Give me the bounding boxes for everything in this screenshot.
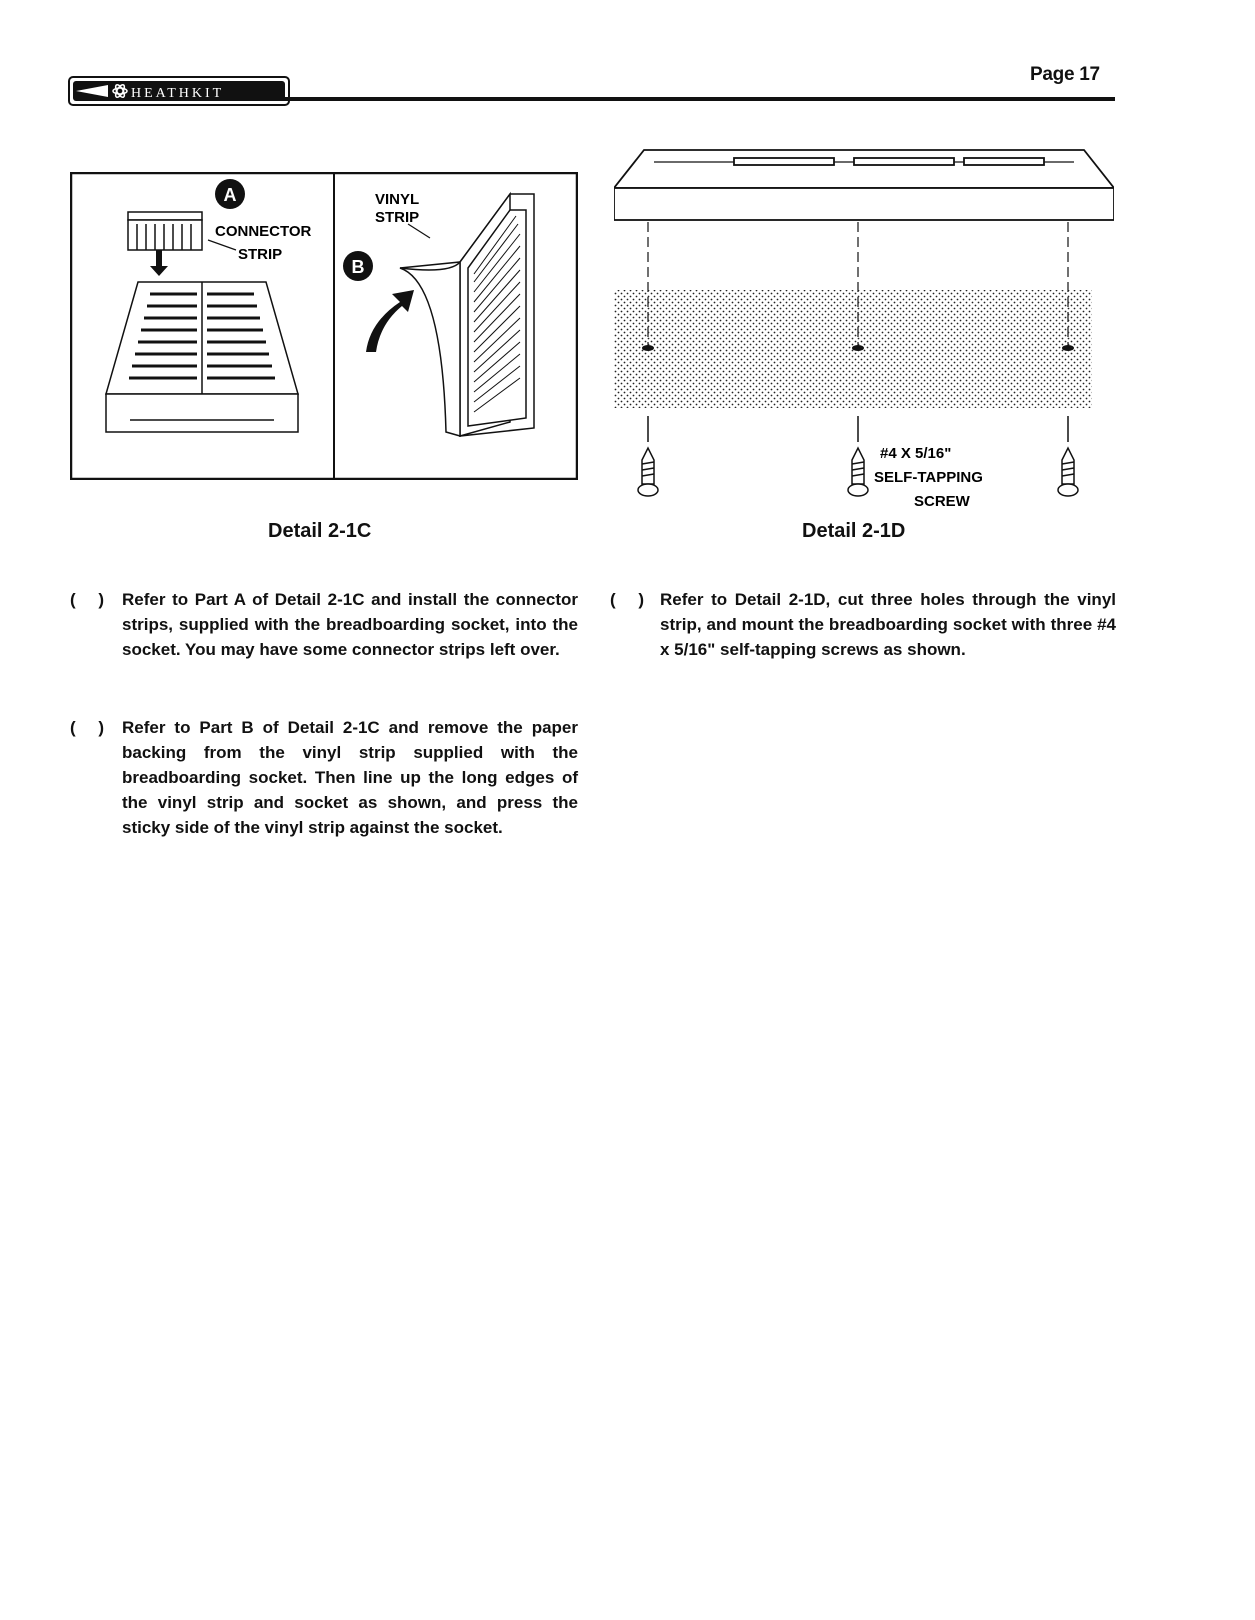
breadboard-socket xyxy=(106,282,298,432)
screw-label-2: SELF-TAPPING xyxy=(874,469,983,486)
detail-2-1d-figure xyxy=(614,148,1114,520)
detail-2-1d-caption: Detail 2-1D xyxy=(802,520,906,542)
connector-strip xyxy=(128,212,202,250)
screw-drop-lines xyxy=(648,416,1068,442)
step-text: Refer to Part B of Detail 2-1C and remove the paper backing from the vinyl strip supplied with the breadboarding socket. Then line up the long edges of the vinyl strip and socket as shown, and press the sticky side of the vinyl strip against the socket. xyxy=(122,718,578,837)
heathkit-logo xyxy=(68,76,290,106)
page-number: Page 17 xyxy=(1030,64,1100,85)
screw-label-1: #4 X 5/16" xyxy=(880,445,952,462)
part-a-marker: A xyxy=(223,185,237,205)
connector-label-2: STRIP xyxy=(238,246,283,263)
screw-label-3: SCREW xyxy=(914,493,970,510)
part-b-marker: B xyxy=(351,257,365,277)
step-checkbox[interactable]: ( ) xyxy=(610,590,654,609)
vinyl-label-1: VINYL xyxy=(375,191,420,208)
socket-top-view xyxy=(614,150,1114,220)
step-text: Refer to Detail 2-1D, cut three holes through the vinyl strip, and mount the breadboarding socket with three #4 x 5/16" self-tapping screws as shown. xyxy=(660,590,1116,659)
screw-icon xyxy=(638,448,1078,496)
brand-name: HEATHKIT xyxy=(131,86,225,101)
step-checkbox[interactable]: ( ) xyxy=(70,718,114,737)
vinyl-label-2: STRIP xyxy=(375,209,420,226)
header-rule xyxy=(282,97,1115,101)
detail-2-1c-figure xyxy=(70,172,578,480)
step-text: Refer to Part A of Detail 2-1C and install the connector strips, supplied with the breadboarding socket, into the socket. You may have some connector strips left over. xyxy=(122,590,578,659)
step-checkbox[interactable]: ( ) xyxy=(70,590,114,609)
detail-2-1c-caption: Detail 2-1C xyxy=(268,520,372,542)
connector-label-1: CONNECTOR xyxy=(215,223,312,240)
